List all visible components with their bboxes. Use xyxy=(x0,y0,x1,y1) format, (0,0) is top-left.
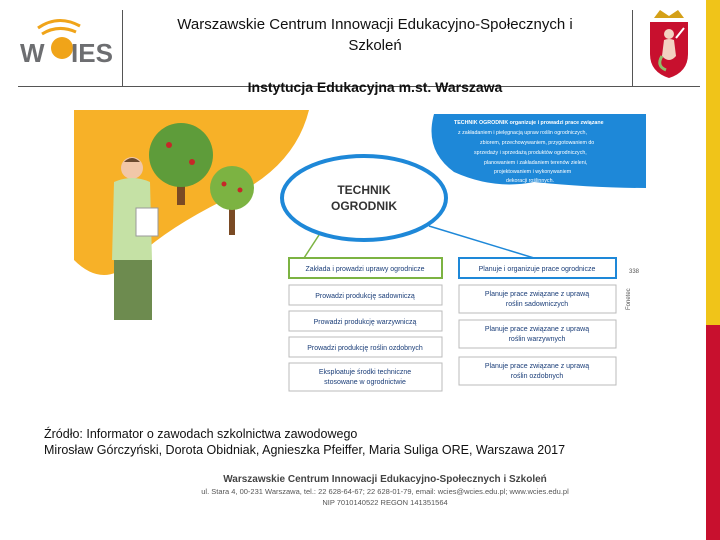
left-task-2: Prowadzi produkcję sadowniczą xyxy=(315,293,415,300)
bubble-line-7: dekoracji roślinnych. xyxy=(506,178,554,184)
left-task-1: Zakłada i prowadzi uprawy ogrodnicze xyxy=(305,266,425,273)
accent-strip-red xyxy=(706,325,720,540)
source-line-2: Mirosław Górczyński, Dorota Obidniak, Agnieszka Pfeiffer, Maria Suliga ORE, Warszawa 2017 xyxy=(44,443,566,457)
right-task-box-2 xyxy=(459,285,616,313)
right-task-2-line2: roślin sadowniczych xyxy=(505,301,569,308)
bubble-line-2: z zakładaniem i pielęgnacją upraw roślin ogrodniczych, xyxy=(458,130,587,136)
center-title-line1: TECHNIK xyxy=(337,183,391,197)
header-title xyxy=(140,14,610,56)
right-task-boxes xyxy=(459,258,616,385)
left-task-box-5 xyxy=(289,363,442,391)
bubble-line-6: projektowaniem i wykonywaniem xyxy=(494,169,572,175)
right-task-2-line1: Planuje prace związane z uprawą xyxy=(484,291,590,298)
right-task-4-line2: roślin ozdobnych xyxy=(510,373,564,380)
right-task-box-3 xyxy=(459,320,616,348)
wcies-logo xyxy=(18,14,113,72)
left-task-boxes xyxy=(289,258,442,391)
header-divider-right xyxy=(632,10,633,86)
footer-line-1: Warszawskie Centrum Innowacji Edukacyjno-Społecznych i Szkoleń xyxy=(223,474,547,485)
technik-ogrodnik-figure xyxy=(74,110,646,395)
bubble-line-5: planowaniem i zakładaniem terenów zieleni, xyxy=(484,160,588,166)
right-task-4-line1: Planuje prace związane z uprawą xyxy=(484,363,590,370)
warsaw-coat-of-arms xyxy=(644,8,694,80)
left-task-4: Prowadzi produkcję roślin ozdobnych xyxy=(307,345,423,352)
footer-line-2: ul. Stara 4, 00-231 Warszawa, tel.: 22 628-64-67; 22 628-01-79, email: wcies@wcies.edu.pl; www.wcies.edu.pl xyxy=(201,487,569,496)
svg-text:IES: IES xyxy=(71,38,113,68)
footer xyxy=(150,474,620,507)
left-task-5-line1: Eksploatuje środki techniczne xyxy=(318,369,412,376)
right-task-3-line2: roślin warzywnych xyxy=(508,336,566,343)
connector-right xyxy=(429,226,534,258)
right-task-3-line1: Planuje prace związane z uprawą xyxy=(484,326,590,333)
right-task-1: Planuje i organizuje prace ogrodnicze xyxy=(478,266,596,273)
footer-line-3: NIP 7010140522 REGON 141351564 xyxy=(322,498,448,507)
connector-left xyxy=(304,235,319,258)
source-line-1: Źródło: Informator o zawodach szkolnictwa zawodowego xyxy=(44,427,358,441)
bubble-line-3: zbiorem, przechowywaniem, przygotowaniem do xyxy=(480,140,595,146)
header-title-line1: Warszawskie Centrum Innowacji Edukacyjno-Społecznych i xyxy=(177,16,573,33)
center-oval xyxy=(282,156,446,240)
center-title-line2: OGRODNIK xyxy=(331,199,397,213)
accent-strip-yellow xyxy=(706,0,720,325)
svg-text:W: W xyxy=(20,38,45,68)
side-label: Fonetec xyxy=(626,288,632,310)
left-task-3: Prowadzi produkcję warzywniczą xyxy=(313,319,417,326)
subtitle: Instytucja Edukacyjna m.st. Warszawa xyxy=(247,79,503,95)
header-title-line2: Szkoleń xyxy=(348,37,402,54)
source-citation xyxy=(44,426,664,458)
left-task-5-line2: stosowane w ogrodnictwie xyxy=(324,379,406,386)
right-task-box-4 xyxy=(459,357,616,385)
page-number: 338 xyxy=(629,269,640,275)
bubble-line-4: sprzedaży i sprzedażą produktów ogrodniczych, xyxy=(474,150,587,156)
header-divider-left xyxy=(122,10,123,86)
bubble-line-1: TECHNIK OGRODNIK organizuje i prowadzi prace związane xyxy=(454,120,604,126)
